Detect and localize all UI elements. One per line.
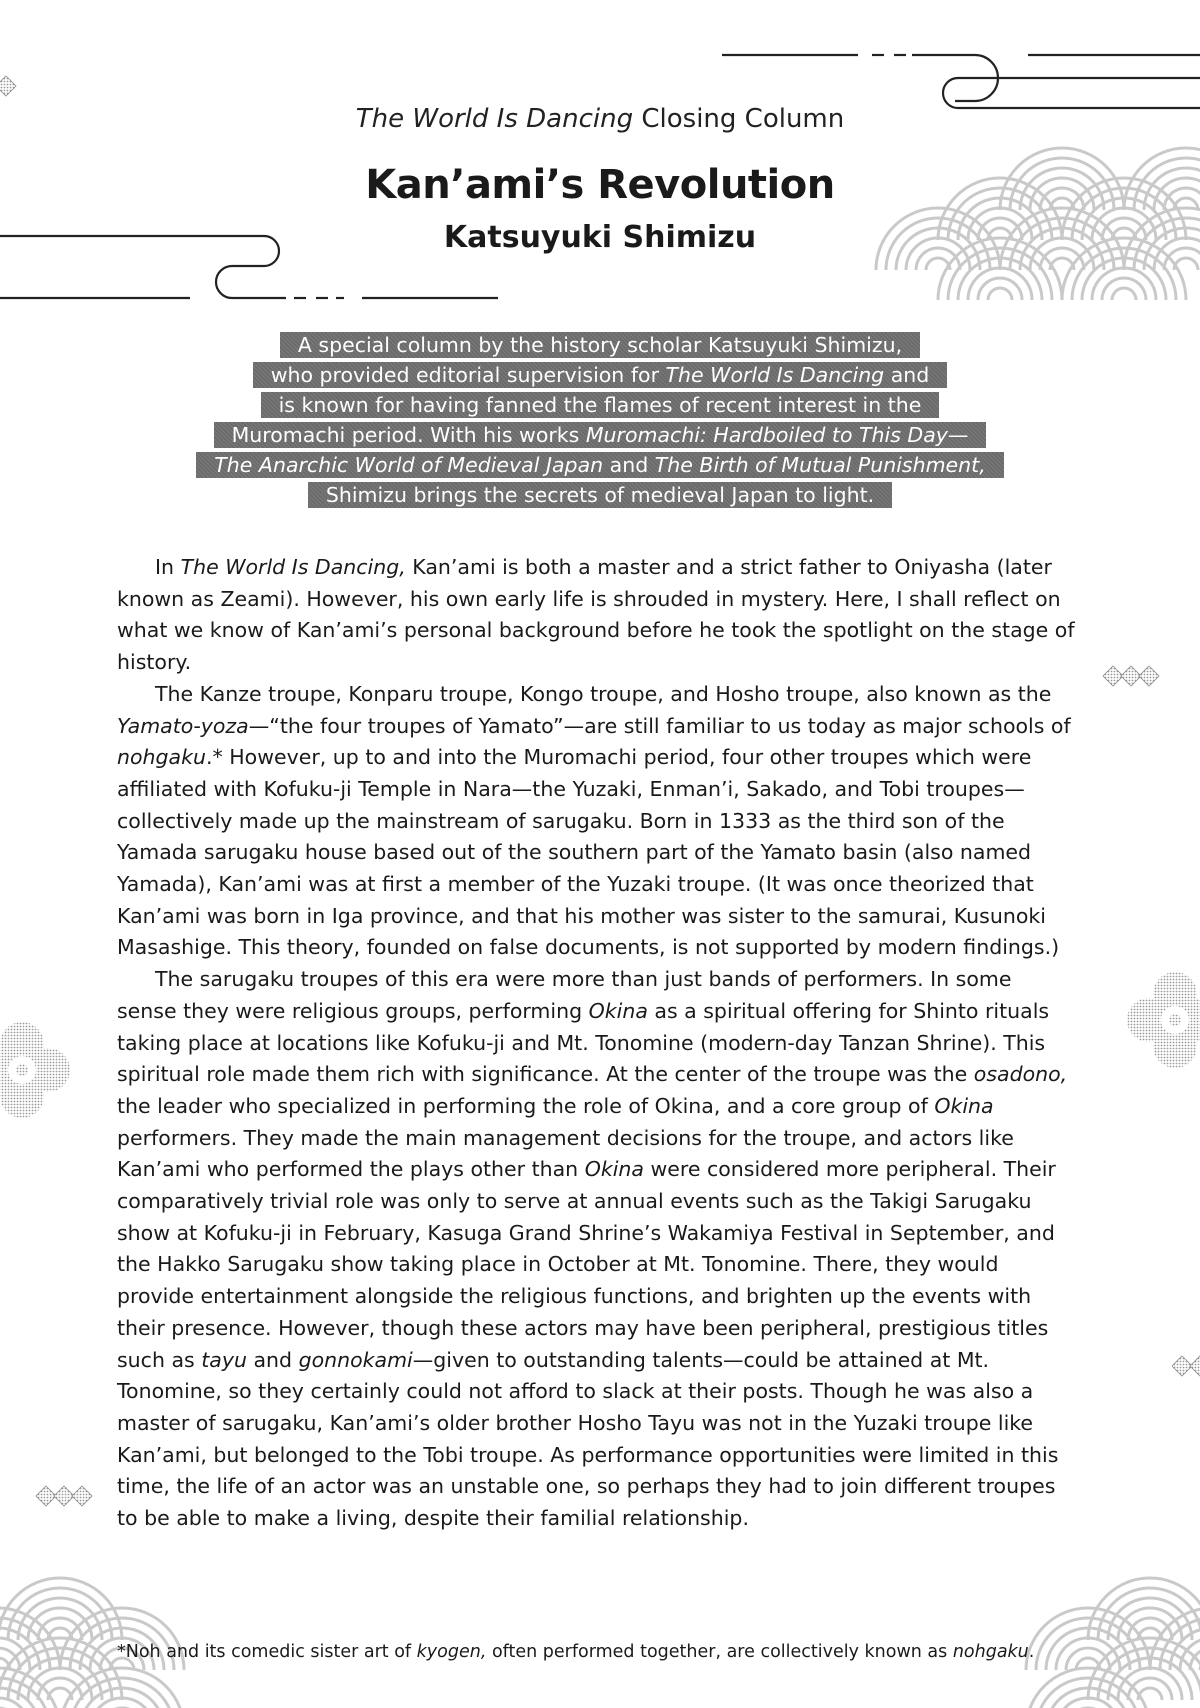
- intro-line: The Anarchic World of Medieval Japan and The Birth of Mutual Punishment,: [196, 452, 1003, 478]
- column-label: [0, 104, 1200, 134]
- diamond-cluster-lower-left: [36, 1486, 92, 1506]
- article-body: [117, 552, 1077, 1535]
- column-type: Closing Column: [641, 104, 845, 134]
- paragraph: In The World Is Dancing, Kan’ami is both a master and a strict father to Oniyasha (later known as Zeami). However, his own early life is shrouded in mystery. Here, I shall reflect on what we know of Kan’ami’s personal background before he took the spotlight on the stage of history.: [117, 555, 1075, 675]
- intro-line: A special column by the history scholar Katsuyuki Shimizu,: [280, 332, 920, 358]
- diamond-cluster-right: [1103, 666, 1159, 686]
- paragraph: The Kanze troupe, Konparu troupe, Kongo troupe, and Hosho troupe, also known as the Yamato-yoza—“the four troupes of Yamato”—are still familiar to us today as major schools of nohgaku.* However, up to and into the Muromachi period, four other troupes which were affiliated with Kofuku-ji Temple in Nara—the Yuzaki, Enman’i, Sakado, and Tobi troupes—collectively made up the mainstream of sarugaku. Born in 1333 as the third son of the Yamada sarugaku house based out of the southern part of the Yamato basin (also named Yamada), Kan’ami was at first a member of the Yuzaki troupe. (It was once theorized that Kan’ami was born in Iga province, and that his mother was sister to the samurai, Kusunoki Masashige. This theory, founded on false documents, is not supported by modern findings.): [117, 681, 1071, 960]
- intro-line: Shimizu brings the secrets of medieval Japan to light.: [308, 482, 892, 508]
- cloud-line-top-right: [722, 55, 1200, 108]
- series-name: The World Is Dancing: [355, 104, 634, 134]
- flower-crest-right: [1127, 972, 1200, 1068]
- diamond-cluster-lower-right: [1172, 1356, 1200, 1376]
- intro-banner: [170, 330, 1030, 510]
- diamond-cluster-top-left: [0, 76, 16, 96]
- intro-line: is known for having fanned the flames of recent interest in the: [261, 392, 940, 418]
- author-name: Katsuyuki Shimizu: [443, 220, 757, 255]
- article-title: Kan’ami’s Revolution: [365, 162, 835, 208]
- intro-line: Muromachi period. With his works Muromachi: Hardboiled to This Day—: [214, 422, 987, 448]
- flower-crest-left: [0, 1022, 70, 1118]
- paragraph: The sarugaku troupes of this era were more than just bands of performers. In some sense they were religious groups, performing Okina as a spiritual offering for Shinto rituals taking place at locations like Kofuku-ji and Mt. Tonomine (modern-day Tanzan Shrine). This spiritual role made them rich with significance. At the center of the troupe was the osadono, the leader who specialized in performing the role of Okina, and a core group of Okina performers. They made the main management decisions for the troupe, and actors like Kan’ami who performed the plays other than Okina were considered more peripheral. Their comparatively trivial role was only to serve at annual events such as the Takigi Sarugaku show at Kofuku-ji in February, Kasuga Grand Shrine’s Wakamiya Festival in September, and the Hakko Sarugaku show taking place in October at Mt. Tonomine. There, they would provide entertainment alongside the religious functions, and brighten up the events with their presence. However, though these actors may have been peripheral, prestigious titles such as tayu and gonnokami—given to outstanding talents—could be attained at Mt. Tonomine, so they certainly could not afford to slack at their posts. Though he was also a master of sarugaku, Kan’ami’s older brother Hosho Tayu was not in the Yuzaki troupe like Kan’ami, but belonged to the Tobi troupe. As performance opportunities were limited in this time, the life of an actor was an unstable one, so perhaps they had to join different troupes to be able to make a living, despite their familial relationship.: [117, 967, 1068, 1531]
- footnote: *Noh and its comedic sister art of kyogen, often performed together, are collectively known as nohgaku.: [117, 1642, 1035, 1662]
- intro-line: who provided editorial supervision for The World Is Dancing and: [253, 362, 948, 388]
